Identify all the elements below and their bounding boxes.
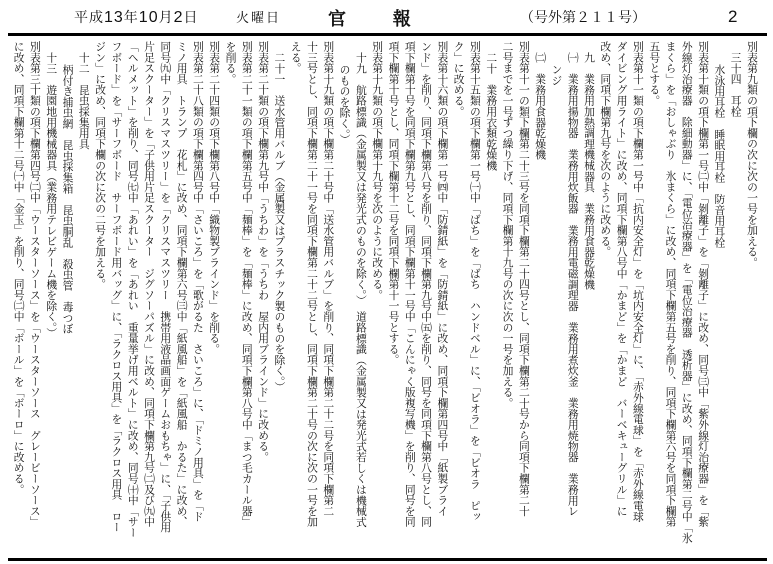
- text-column: フボード」を「サーフボード サーフボード用バッグ」に、「ラクロス用具」を「ラクロス用具 ロー: [110, 41, 123, 533]
- header-page-number: 2: [728, 7, 738, 26]
- text-column: 別表第三十類の項下欄第四号㈡中「ウースターソース」を「ウースターソース グレービーソース」: [28, 41, 41, 527]
- text-column: 十三 遊園地用機械器具（業務用テレビゲーム機を除く。）: [45, 52, 58, 339]
- text-column: 三十四 耳栓: [729, 52, 742, 118]
- text-column: 外線灯治療器 除細動器」に、「電位治療器」を「電位治療器 透析器」に改め、同項下欄第二号中「氷: [680, 41, 693, 544]
- text-column: える。: [289, 41, 302, 74]
- text-column: 十九 航路標識（金属製又は発光式のものを除く。） 道路標識（金属製又は発光式若しくは機械式: [354, 52, 367, 528]
- day-suffix: 日: [183, 11, 199, 26]
- month-number: 10: [138, 9, 159, 26]
- text-column: ンド」を削り、同項下欄第八号を削り、同項下欄第九号中㈤を削り、同号を同項下欄第八号とし、同: [420, 41, 433, 527]
- header-issue-number: （号外第２１１号）: [520, 11, 646, 26]
- header-title: 官報: [328, 9, 458, 29]
- text-column: 項下欄第十号とし、同項下欄第十二号を同項下欄第十一号とする。: [387, 41, 400, 365]
- text-column: 別表第十類の項下欄第一号㈡中「剝離子」を「剝離子」に改め、同号㈢中「紫外線灯治療器」を「紫: [697, 41, 710, 527]
- header-rule: [8, 33, 767, 36]
- text-column: 片足スクーター」を「子供用片足スクーター ジグソーパズル」に改め、同項下欄第九号㈡及び㈨中: [143, 41, 156, 527]
- text-column: ク」に改める。: [452, 41, 465, 117]
- gazette-body-text: [10, 41, 760, 555]
- text-column: 水泳用耳栓 睡眠用耳栓 防音用耳栓: [713, 63, 726, 248]
- text-column: 別表第十五類の項下欄第一号㈠中「ばち」を「ばち ハンドベル」に、「ビオラ」を「ビオラ ピッ: [468, 41, 481, 522]
- text-column: 九 業務用加熱調理機械器具 業務用食器乾燥機: [583, 52, 596, 290]
- text-column: 別表第十一の類下欄第二十三号を同項下欄第二十四号とし、同項下欄第二十号から同項下欄第二十: [517, 41, 530, 517]
- text-column: 十二 昆虫採集用具: [77, 52, 90, 150]
- text-column: ンジ: [550, 63, 563, 86]
- text-column: まくら」を「おしゃぶり 氷まくら」に改め、同項下欄第五号を削り、同項下欄第六号を同項下欄第: [664, 41, 677, 527]
- text-column: 五号とする。: [648, 41, 661, 106]
- text-column: 別表第二十類の項下欄第九号中「うちわ」を「うちわ 屋内用ブラインド」に改める。: [257, 41, 270, 463]
- text-column: 「ヘルメット」を削り、同号㈦中「あれい」を「あれい 重量挙げ用ベルト」に改め、同号㈩中「サー: [126, 41, 139, 538]
- day-number: 2: [173, 9, 184, 26]
- year-suffix: 年: [123, 11, 139, 26]
- text-column: 別表第十九類の項下欄第二十号中「送水管用バルブ」を削り、同項下欄第二十二号を同項下欄第二: [322, 41, 335, 517]
- text-column: 別表第十六類の項下欄第一号㈣中「防錆紙」を「防錆紙」に改め、同項下欄第四号中「紙製ブライ: [436, 41, 449, 517]
- text-column: 二号までを一号ずつ繰り下げ、同項下欄第十九号の次に次の一号を加える。: [501, 41, 514, 409]
- text-column: 項下欄第十号を同項下欄第九号とし、同項下欄第十一号中「こんにゃく版複写機」を削り、同号を同: [403, 41, 416, 527]
- gazette-header: [0, 0, 773, 34]
- header-weekday: 火曜日: [236, 10, 282, 25]
- text-column: 別表第二十八類の項下欄第四号中「さいころ」を「歌がるた さいころ」に、「ドミノ用具」を「ド: [191, 41, 204, 522]
- text-column: 別表第二十四類の項下欄第八号中「織物製ブラインド」を削る。: [208, 41, 221, 355]
- text-column: 別表第九類の項下欄の次に次の一号を加える。: [746, 41, 758, 268]
- text-column: 別表第二十一類の項下欄第五号中「麺棒」を「麺棒」に改め、同項下欄第八号中「まつ毛カール器」: [240, 41, 253, 527]
- text-column: 二十 業務用衣類乾燥機: [485, 52, 498, 172]
- text-column: 同号㈨中「クリスマスツリー」を「クリスマスツリー 携帯用液晶画面ゲームおもちゃ」に、「子供用: [159, 41, 172, 533]
- bottom-rule: [8, 558, 767, 561]
- text-column: 十三号とし、同項下欄第二十一号を同項下欄第二十二号とし、同項下欄第二十号の次に次の一号を加: [305, 41, 318, 527]
- header-date: [74, 7, 199, 27]
- text-column: 二十一 送水管用バルブ（金属製又はプラスチック製のものを除く。）: [273, 52, 286, 393]
- month-suffix: 月: [158, 11, 174, 26]
- text-column: ジン」に改め、同項下欄の次に次の二号を加える。: [94, 41, 107, 290]
- text-column: ダイビング用ライト」に改め、同項下欄第八号中「かまど」を「かまど バーベキューグリル」に: [615, 41, 628, 517]
- text-column: に改め、同項下欄第十二号㈠中「金玉」を削り、同号㈡中「ボール」を「ボーロ」に改める。: [12, 41, 25, 495]
- year-number: 13: [104, 9, 124, 26]
- era-label: 平成: [74, 11, 104, 26]
- text-column: 柄付き捕虫網 昆虫採集箱 昆虫胴乱 殺虫管 毒つぼ: [61, 63, 74, 334]
- text-column: のものを除く。）: [338, 63, 351, 145]
- text-column: ㈡ 業務用食器乾燥機: [534, 52, 547, 161]
- text-column: 別表第十一類の項下欄第一号中「抗内安全灯」を「坑内安全灯」に、「赤外線電球」を「赤外線電球: [631, 41, 644, 522]
- text-column: 別表第十九類の項下欄第十九号を次のように改める。: [371, 41, 384, 301]
- text-column: ミノ用具 トランプ 花札」に改め、同項下欄第六号㈢中「紙風船」を「紙風船 かるた」に改め、: [175, 41, 188, 527]
- text-column: ㈠ 業務用揚物器 業務用炊飯器 業務用電磁調理器 業務用煮炊釜 業務用焼物器 業務用レ: [566, 52, 579, 517]
- text-column: 改め、同項下欄第九号を次のように改める。: [599, 41, 612, 257]
- text-column: を削る。: [224, 41, 237, 85]
